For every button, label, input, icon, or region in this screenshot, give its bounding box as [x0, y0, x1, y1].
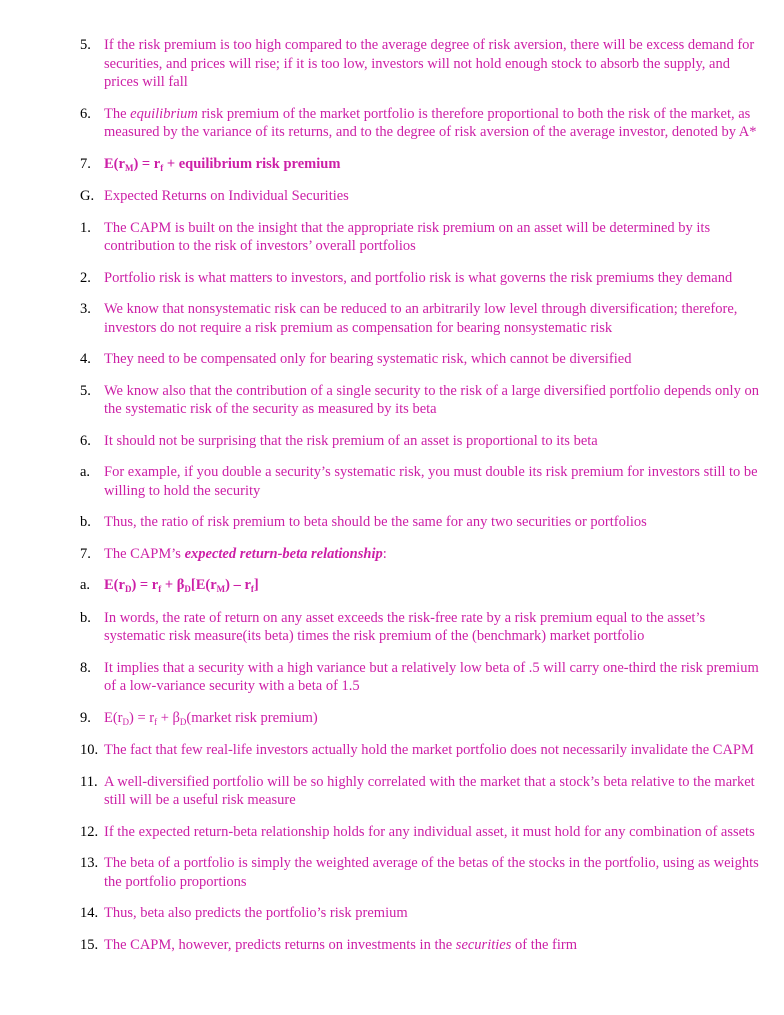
- item-number: a.: [80, 464, 91, 480]
- text-run: ) = r: [129, 709, 155, 726]
- text-run: ) = r: [133, 155, 161, 172]
- text-run: risk premium of the market portfolio is therefore proportional to both the risk of the market, as measured by the variance of its returns, and to the degree of risk aversion of the average investor, denoted by A*: [104, 105, 757, 140]
- text-run: + β: [161, 577, 185, 593]
- text-run: E(r: [104, 155, 125, 172]
- list-item: [0, 741, 784, 760]
- item-text: [104, 187, 768, 206]
- item-text: [104, 463, 768, 500]
- item-text: [104, 545, 768, 564]
- text-run: equilibrium: [130, 105, 198, 122]
- item-text: [104, 904, 768, 923]
- list-item: [0, 382, 784, 419]
- subscript: f: [250, 584, 254, 594]
- subscript: M: [124, 162, 134, 173]
- text-run: (market risk premium): [186, 709, 318, 726]
- text-run: :: [382, 545, 387, 562]
- item-number: 6.: [80, 105, 91, 122]
- text-run: The: [104, 105, 131, 122]
- text-run: The CAPM is built on the insight that the appropriate risk premium on an asset will be determined by its contribution to the risk of investors’ overall portfolios: [104, 219, 711, 254]
- text-run: E(r: [104, 709, 123, 726]
- item-number: a.: [80, 577, 91, 593]
- list-item: [0, 187, 784, 206]
- item-text: [104, 36, 768, 92]
- text-run: Thus, beta also predicts the portfolio’s risk premium: [104, 905, 408, 921]
- item-text: [104, 105, 768, 142]
- item-number: 13.: [80, 855, 99, 871]
- text-run: expected return-beta relationship: [184, 545, 383, 562]
- item-number: 1.: [80, 219, 91, 236]
- list-item: [0, 904, 784, 923]
- text-run: ) – r: [225, 577, 251, 593]
- item-text: [104, 773, 768, 810]
- list-item: [0, 432, 784, 451]
- list-item: [0, 773, 784, 810]
- item-text: [104, 823, 768, 842]
- list-item: [0, 513, 784, 532]
- list-item: [0, 936, 784, 955]
- text-run: A well-diversified portfolio will be so highly correlated with the market that a stock’s beta relative to the market still will be a useful risk measure: [104, 773, 755, 808]
- item-number: 2.: [80, 269, 91, 286]
- text-run: Thus, the ratio of risk premium to beta should be the same for any two securities or portfolios: [104, 514, 647, 530]
- item-text: [104, 936, 768, 955]
- list-item: [0, 463, 784, 500]
- item-number: 5.: [80, 37, 91, 53]
- item-number: G.: [80, 188, 95, 204]
- text-run: We know that nonsystematic risk can be reduced to an arbitrarily low level through diversification; therefore, investors do not require a risk premium as compensation for bearing nonsystematic risk: [104, 301, 738, 336]
- item-number: b.: [80, 609, 91, 626]
- text-run: securities: [455, 936, 512, 953]
- subscript: D: [124, 584, 132, 594]
- text-run: For example, if you double a security’s systematic risk, you must double its risk premium for investors still to be willing to hold the security: [104, 464, 758, 499]
- text-run: It implies that a security with a high variance but a relatively low beta of .5 will carry one-third the risk premium of a low-variance security with a beta of 1.5: [104, 659, 759, 694]
- list-item: [0, 823, 784, 842]
- item-text: [104, 382, 768, 419]
- item-number: 8.: [80, 659, 91, 676]
- item-text: [104, 576, 768, 596]
- text-run: The beta of a portfolio is simply the weighted average of the betas of the stocks in the portfolio, using as weights the portfolio proportions: [104, 855, 759, 890]
- text-run: Portfolio risk is what matters to investors, and portfolio risk is what governs the risk premiums they demand: [104, 269, 733, 286]
- text-run: The fact that few real-life investors actually hold the market portfolio does not necessarily invalidate the CAPM: [104, 742, 754, 758]
- text-run: The CAPM’s: [104, 545, 185, 562]
- item-text: [104, 300, 768, 337]
- subscript: D: [184, 584, 191, 594]
- item-text: [104, 609, 768, 646]
- item-number: 5.: [80, 382, 91, 399]
- text-run: ) = r: [131, 577, 159, 593]
- subscript: f: [160, 162, 164, 173]
- text-run: If the expected return-beta relationship holds for any individual asset, it must hold for any combination of assets: [104, 823, 755, 840]
- text-run: [E(r: [190, 577, 217, 593]
- item-number: 10.: [80, 742, 99, 758]
- item-text: [104, 741, 768, 760]
- subscript: D: [122, 716, 130, 727]
- list-item: [0, 155, 784, 175]
- item-text: [104, 709, 768, 729]
- item-number: 14.: [80, 905, 99, 921]
- text-run: + β: [157, 709, 180, 726]
- item-number: 6.: [80, 432, 91, 449]
- text-run: ]: [253, 577, 259, 593]
- list-item: [0, 219, 784, 256]
- item-text: [104, 854, 768, 891]
- list-item: [0, 350, 784, 369]
- list-item: [0, 105, 784, 142]
- text-run: It should not be surprising that the risk premium of an asset is proportional to its beta: [104, 432, 598, 449]
- item-number: 9.: [80, 709, 91, 726]
- list-item: [0, 659, 784, 696]
- item-number: 7.: [80, 545, 91, 562]
- list-item: [0, 36, 784, 92]
- subscript: f: [158, 584, 162, 594]
- list-item: [0, 300, 784, 337]
- list-item: [0, 545, 784, 564]
- item-text: [104, 350, 768, 369]
- text-run: E(r: [104, 577, 125, 593]
- subscript: f: [154, 716, 158, 727]
- list-item: [0, 609, 784, 646]
- item-number: 11.: [80, 773, 98, 790]
- item-text: [104, 219, 768, 256]
- text-run: In words, the rate of return on any asset exceeds the risk-free rate by a risk premium equal to the asset’s systematic risk measure(its beta) times the risk premium of the (benchmark) market portfolio: [104, 609, 706, 644]
- list-item: [0, 269, 784, 288]
- item-text: [104, 432, 768, 451]
- item-number: b.: [80, 514, 91, 530]
- list-item: [0, 576, 784, 596]
- text-run: They need to be compensated only for bearing systematic risk, which cannot be diversified: [104, 351, 632, 367]
- item-text: [104, 269, 768, 288]
- text-run: The CAPM, however, predicts returns on investments in the: [104, 936, 456, 953]
- item-number: 3.: [80, 301, 91, 317]
- item-number: 7.: [80, 155, 91, 172]
- subscript: D: [179, 716, 187, 727]
- list-item: [0, 709, 784, 729]
- subscript: M: [216, 584, 226, 594]
- text-run: of the firm: [511, 936, 578, 953]
- text-run: If the risk premium is too high compared to the average degree of risk aversion, there will be excess demand for securities, and prices will rise; if it is too low, investors will not hold enough stock to absorb the supply, and prices will fall: [104, 37, 755, 90]
- item-text: [104, 513, 768, 532]
- item-text: [104, 155, 768, 175]
- text-run: We know also that the contribution of a single security to the risk of a large diversified portfolio depends only on the systematic risk of the security as measured by its beta: [104, 382, 759, 417]
- text-run: Expected Returns on Individual Securities: [104, 188, 349, 204]
- item-number: 12.: [80, 823, 99, 840]
- item-text: [104, 659, 768, 696]
- item-number: 4.: [80, 351, 91, 367]
- text-run: + equilibrium risk premium: [163, 155, 341, 172]
- list-item: [0, 854, 784, 891]
- item-number: 15.: [80, 936, 99, 953]
- outline-list: [0, 36, 784, 967]
